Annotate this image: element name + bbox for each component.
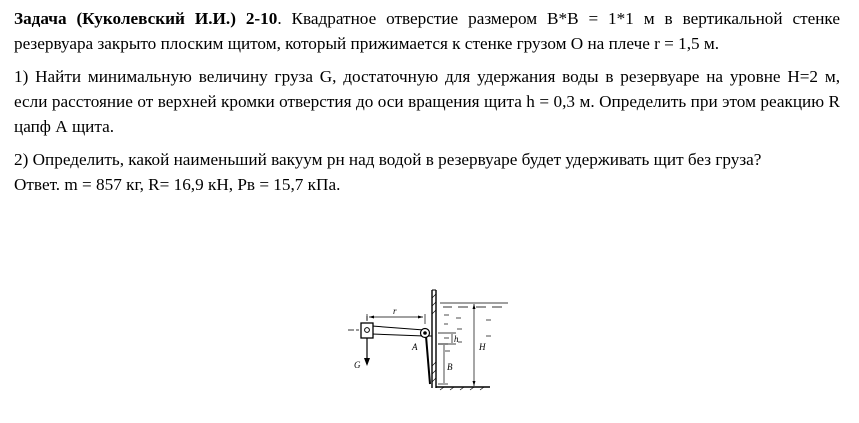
lever-arm [372,326,424,336]
label-r: r [393,306,397,316]
problem-text [14,6,840,197]
tank-bottom [436,387,490,390]
problem-intro: . Квадратное отверстие размером В*В = 1*1 м в вертикальной стенке резервуара закрыто плоским щитом, который прижимается к стенке грузом О на плече r = 1,5 м. [14,9,840,53]
label-A: A [412,342,418,352]
load-block [348,316,373,338]
label-H: H [479,342,486,352]
tank-wall [432,290,436,388]
question-1: 1) Найти минимальную величину груза G, достаточную для удержания воды в резервуаре на уровне Н=2 м, если расстояние от верхней кромки отверстия до оси вращения щита h = 0,3 м. Определить при этом реакцию R цапф А щита. [14,67,840,136]
label-G: G [354,360,361,370]
label-B: B [447,362,453,372]
hinge [421,329,430,338]
gate-diagram-svg [340,284,520,394]
gate-diagram [340,284,520,394]
problem-title: Задача (Куколевский И.И.) 2-10 [14,9,278,28]
problem-statement [14,6,840,56]
gate-shield [426,336,432,384]
answer: Ответ. m = 857 кг, R= 16,9 кН, Рв = 15,7 кПа. [14,175,341,194]
label-h: h [454,334,459,344]
H-dimension [473,304,476,386]
question-2: 2) Определить, какой наименьший вакуум pн над водой в резервуаре будет удерживать щит без груза? [14,150,762,169]
load-arrow [364,338,370,366]
